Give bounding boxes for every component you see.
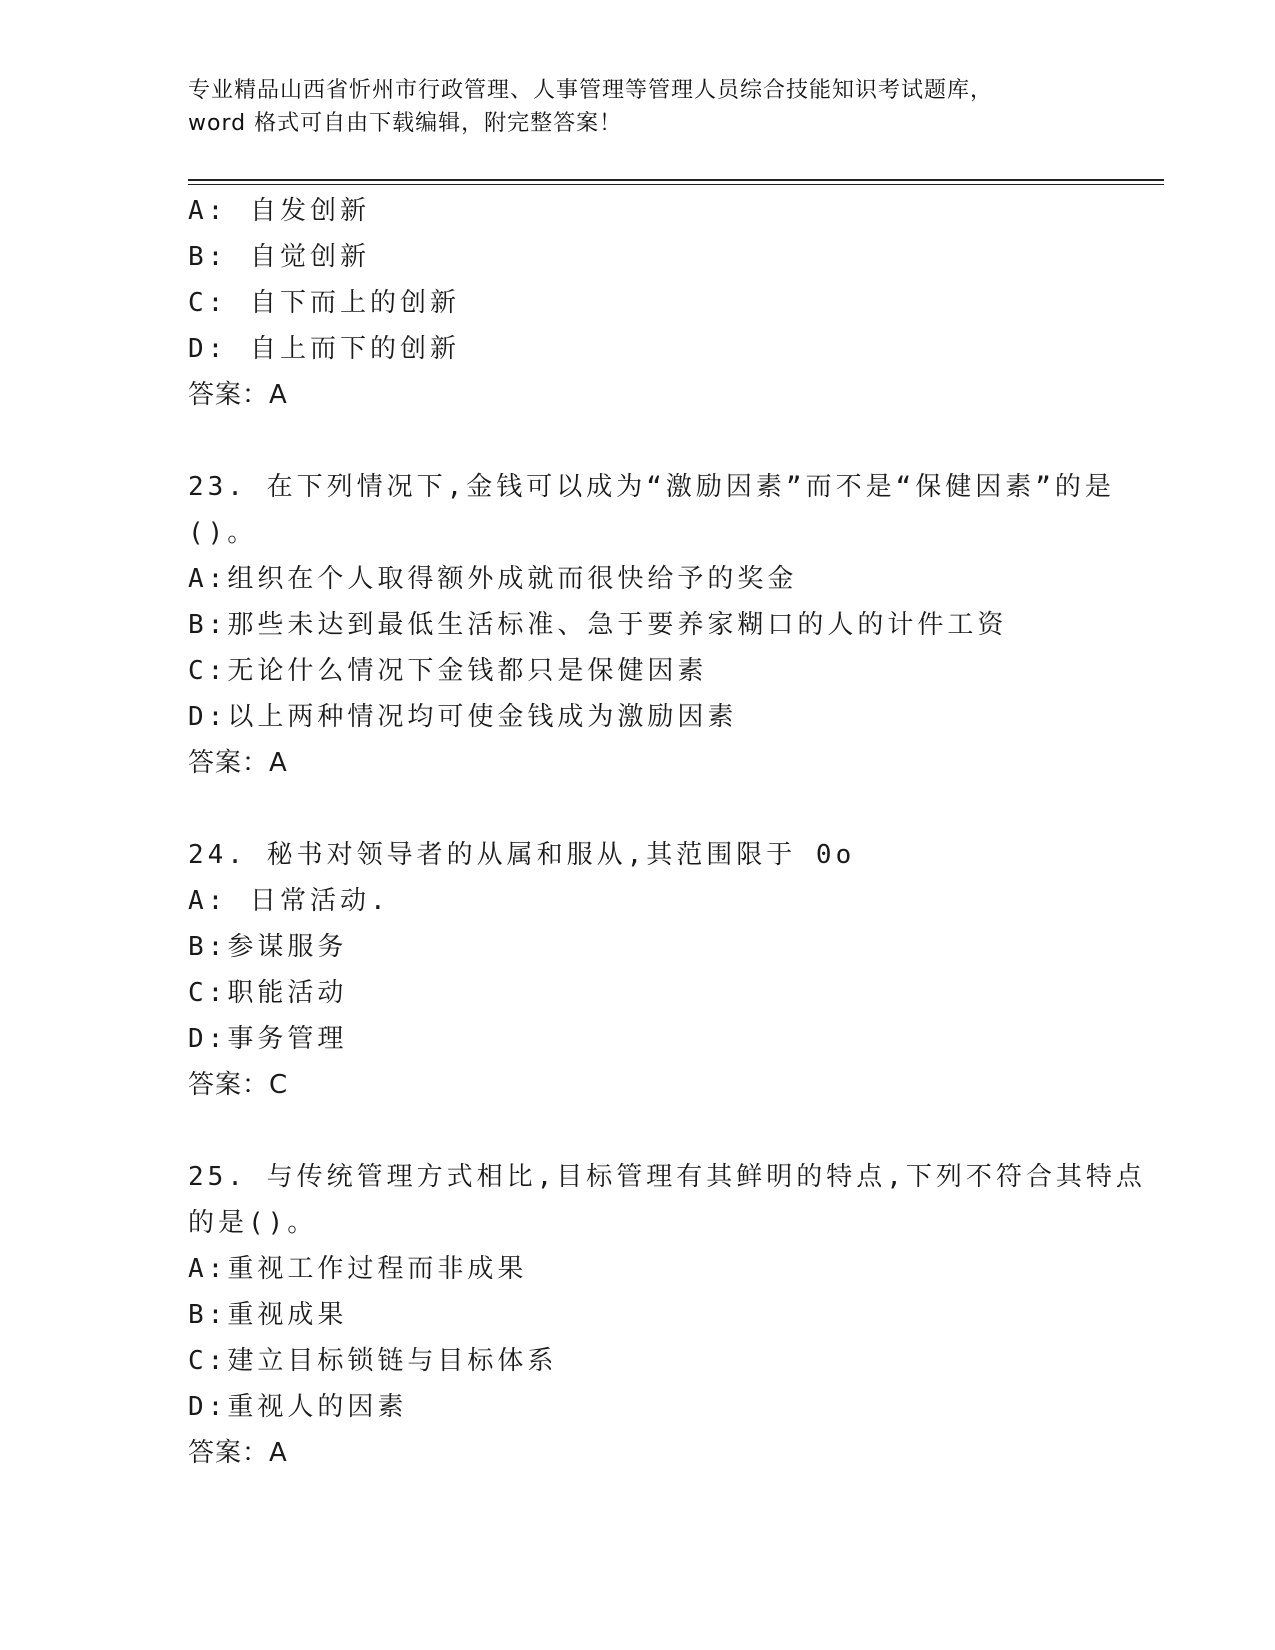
option-a <box>188 556 1148 602</box>
option-d <box>188 694 1148 740</box>
option-text: 自发创新 <box>250 196 371 226</box>
option-c <box>188 1338 1148 1384</box>
answer-line: 答案：A <box>188 380 288 410</box>
option-c <box>188 280 1148 326</box>
option-text: 建立目标锁链与目标体系 <box>227 1346 558 1376</box>
question-block-23 <box>188 464 1148 786</box>
option-label: B: <box>188 1300 228 1330</box>
answer-line: 答案：A <box>188 1438 288 1468</box>
spacer <box>188 786 1148 832</box>
question-block-22 <box>188 188 1148 418</box>
option-label: C: <box>188 288 228 318</box>
option-a <box>188 188 1148 234</box>
option-text: 自上而下的创新 <box>250 334 461 364</box>
spacer <box>188 418 1148 464</box>
option-text: 自下而上的创新 <box>250 288 461 318</box>
option-label: C: <box>188 1346 228 1376</box>
option-text: 重视成果 <box>227 1300 348 1330</box>
option-c <box>188 648 1148 694</box>
option-label: B: <box>188 932 228 962</box>
option-text: 职能活动 <box>227 978 348 1008</box>
option-b <box>188 234 1148 280</box>
option-text: 自觉创新 <box>250 242 371 272</box>
option-c <box>188 970 1148 1016</box>
option-label: C: <box>188 656 228 686</box>
option-label: C: <box>188 978 228 1008</box>
option-label: B: <box>188 610 228 640</box>
option-label: B: <box>188 242 228 272</box>
question-block-24 <box>188 832 1148 1108</box>
option-label: A: <box>188 196 228 226</box>
question-text: 25. 与传统管理方式相比,目标管理有其鲜明的特点,下列不符合其特点的是()。 <box>188 1162 1146 1238</box>
option-d <box>188 1016 1148 1062</box>
option-label: A: <box>188 886 228 916</box>
option-b <box>188 602 1148 648</box>
option-d <box>188 1384 1148 1430</box>
option-text: 参谋服务 <box>227 932 348 962</box>
option-label: A: <box>188 564 228 594</box>
question-block-25 <box>188 1154 1148 1476</box>
question-text: 23. 在下列情况下,金钱可以成为“激励因素”而不是“保健因素”的是()。 <box>188 472 1115 548</box>
document-header <box>188 74 1088 140</box>
option-text: 事务管理 <box>227 1024 348 1054</box>
option-label: D: <box>188 334 228 364</box>
option-text: 组织在个人取得额外成就而很快给予的奖金 <box>227 564 798 594</box>
option-b <box>188 924 1148 970</box>
spacer <box>188 1108 1148 1154</box>
header-line-1: 专业精品山西省忻州市行政管理、人事管理等管理人员综合技能知识考试题库， <box>188 78 994 103</box>
option-text: 以上两种情况均可使金钱成为激励因素 <box>227 702 738 732</box>
header-divider <box>188 179 1164 185</box>
option-text: 那些未达到最低生活标准、急于要养家糊口的人的计件工资 <box>227 610 1008 640</box>
option-text: 重视工作过程而非成果 <box>227 1254 528 1284</box>
option-b <box>188 1292 1148 1338</box>
option-a <box>188 878 1148 924</box>
answer-line: 答案：C <box>188 1070 289 1100</box>
question-text: 24. 秘书对领导者的从属和服从,其范围限于 0o <box>188 840 856 870</box>
option-label: D: <box>188 1392 228 1422</box>
header-line-2: word 格式可自由下载编辑，附完整答案！ <box>188 111 623 136</box>
option-text: 日常活动. <box>250 886 390 916</box>
question-list <box>188 188 1148 1476</box>
option-label: A: <box>188 1254 228 1284</box>
option-text: 重视人的因素 <box>227 1392 408 1422</box>
option-d <box>188 326 1148 372</box>
option-text: 无论什么情况下金钱都只是保健因素 <box>227 656 708 686</box>
answer-line: 答案：A <box>188 748 288 778</box>
option-label: D: <box>188 1024 228 1054</box>
option-label: D: <box>188 702 228 732</box>
option-a <box>188 1246 1148 1292</box>
